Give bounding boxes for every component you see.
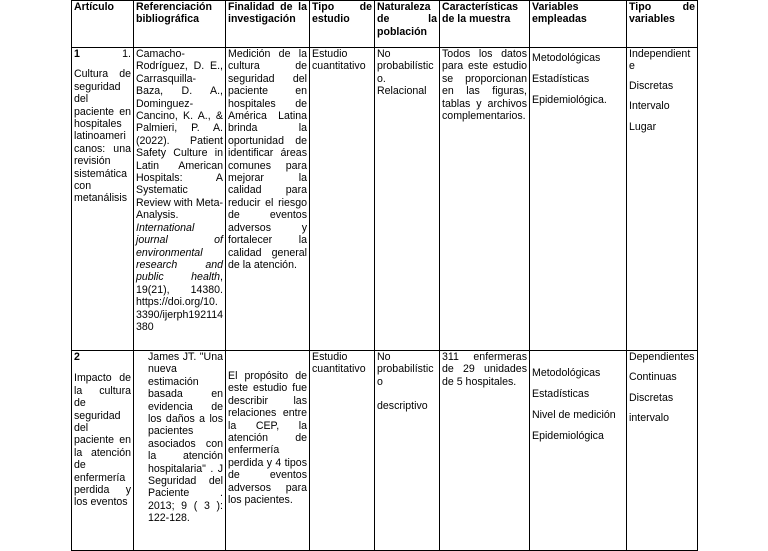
variables-cell — [530, 48, 627, 351]
variable-type-item: Continuas — [629, 371, 677, 384]
population-sampling: No probabilístico. — [377, 48, 434, 85]
header-naturaleza: Naturaleza de la población — [375, 1, 440, 48]
variable-item: Nivel de medición — [532, 409, 616, 421]
table-row — [72, 351, 698, 551]
variable-type-item: Intervalo — [629, 100, 670, 113]
population-cell — [375, 351, 440, 551]
variable-types-cell — [627, 351, 698, 551]
population-cell — [375, 48, 440, 351]
article-number: 2 — [74, 351, 80, 363]
header-finalidad: Finalidad de la investigación — [226, 1, 310, 48]
reference-cell — [134, 48, 226, 351]
article-title: Impacto de la cultura de seguridad del paciente en la atención de enfermería perdida y los eventos — [74, 372, 131, 509]
article-number-suffix: 1. — [122, 48, 131, 60]
population-sampling: No probabilístico — [377, 351, 434, 388]
sample-cell: 311 enfermeras de 29 unidades de 5 hospitales. — [440, 351, 530, 551]
research-matrix-table — [71, 0, 698, 551]
purpose-cell: Medición de la cultura de seguridad del paciente en hospitales de América Latina brinda la oportunidad de identificar áreas comunes para mejorar la calidad para reducir el riesgo de eventos adversos y fortalecer la calidad general de la atención. — [226, 48, 310, 351]
table-row — [72, 48, 698, 351]
header-referencia: Referenciación bibliográfica — [134, 1, 226, 48]
article-number: 1 — [74, 48, 80, 60]
variable-item: Epidemiológica — [532, 430, 604, 442]
population-kind: descriptivo — [377, 400, 428, 413]
variable-type-item: Independiente — [629, 48, 691, 73]
study-type-cell: Estudio cuantitativo — [310, 48, 375, 351]
variable-type-item: Lugar — [629, 120, 657, 133]
header-articulo: Artículo — [72, 1, 134, 48]
article-cell — [72, 351, 134, 551]
header-row — [72, 1, 698, 48]
population-kind: Relacional — [377, 85, 427, 98]
study-type-cell: Estudio cuantitativo — [310, 351, 375, 551]
article-title: Cultura de seguridad del paciente en hospitales latinoamericanos: una revisión sistemática con metanálisis — [74, 68, 131, 205]
variable-item: Epidemiológica. — [532, 94, 607, 106]
sample-cell: Todos los datos para este estudio se proporcionan en las figuras, tablas y archivos complementarios. — [440, 48, 530, 351]
purpose-cell — [226, 351, 310, 551]
article-cell — [72, 48, 134, 351]
purpose-text: El propósito de este estudio fue describir las relaciones entre la CEP, la atención de enfermería perdida y 4 tipos de eventos adversos para los pacientes. — [228, 370, 307, 507]
variable-item: Metodológicas — [532, 52, 601, 64]
variable-item: Metodológicas — [532, 367, 601, 379]
variable-item: Estadísticas — [532, 73, 590, 85]
header-tipo-estudio: Tipo de estudio — [310, 1, 375, 48]
journal-name: International journal of environmental research and public health — [136, 221, 223, 284]
variable-item: Estadísticas — [532, 388, 590, 400]
reference-cell: James JT. "Una nueva estimación basada en evidencia de los daños a los pacientes asociados con la atención hospitalaria" . J Seguridad del Paciente . 2013; 9 ( 3 ): 122-128. — [134, 351, 226, 551]
reference-tail: , 19(21), 14380. https://doi.org/10.3390/ijerph192114380 — [136, 271, 223, 333]
variable-type-item: Discretas — [629, 391, 674, 404]
variable-types-cell — [627, 48, 698, 351]
variable-type-item: Dependientes — [629, 351, 695, 363]
header-variables: Variables empleadas — [530, 1, 627, 48]
reference-text: Camacho-Rodríguez, D. E., Carrasquilla-Baza, D. A., Dominguez-Cancino, K. A., & Palmieri, P. A. (2022). Patient Safety Culture in Latin American Hospitals: A Systematic Review with Meta-Analysis. — [136, 48, 223, 222]
header-caracteristicas: Características de la muestra — [440, 1, 530, 48]
variable-type-item: Discretas — [629, 79, 674, 92]
header-tipo-variables: Tipo de variables — [627, 1, 698, 48]
variables-cell — [530, 351, 627, 551]
variable-type-item: intervalo — [629, 412, 670, 425]
